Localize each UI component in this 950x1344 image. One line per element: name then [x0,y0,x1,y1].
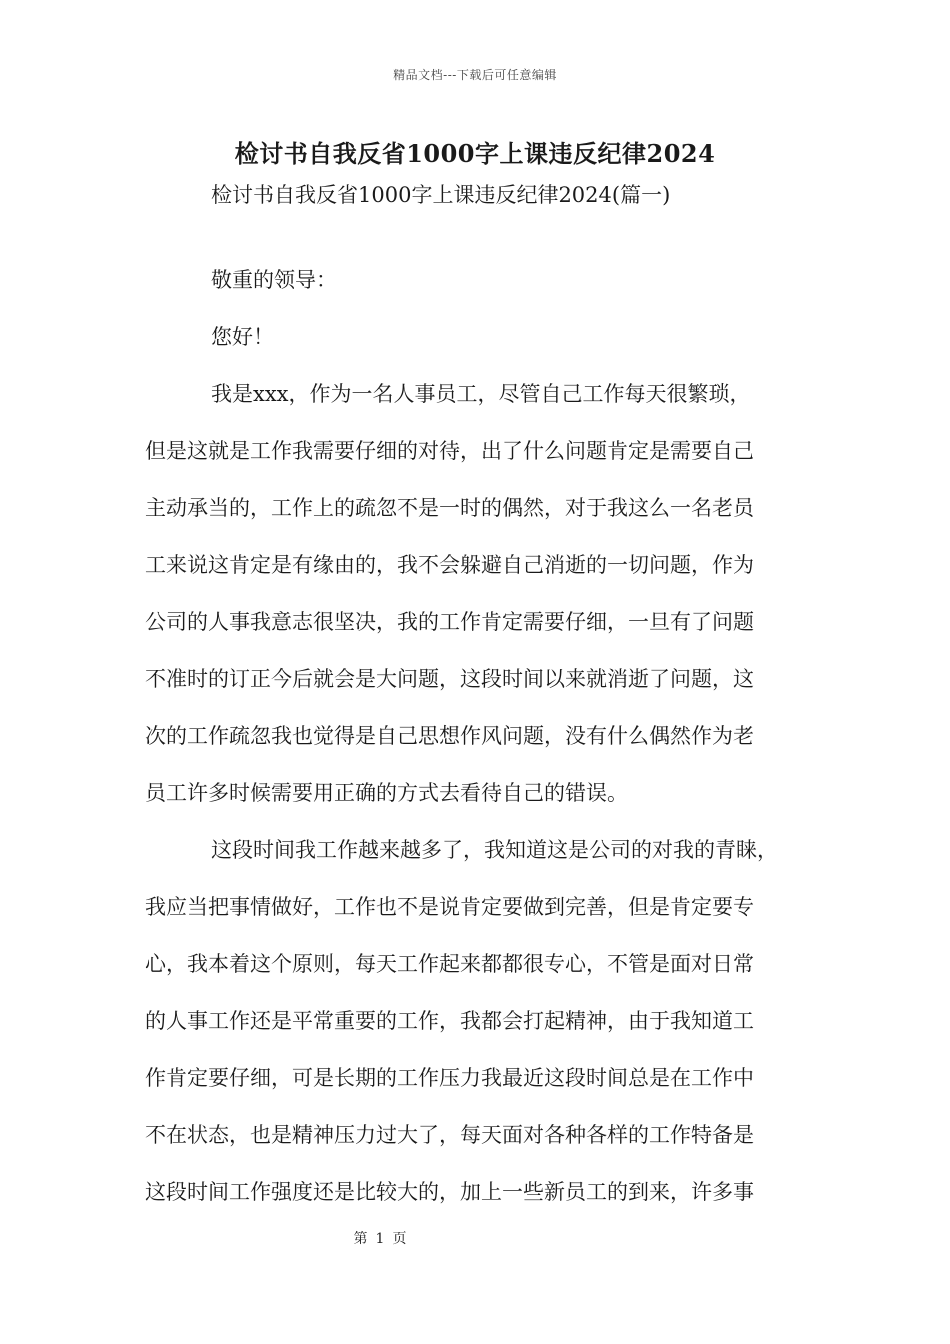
footer-suffix: 页 [392,1231,407,1247]
page-number: 1 [375,1231,385,1247]
paragraph-line: 公司的人事我意志很坚决，我的工作肯定需要仔细，一旦有了问题 [145,610,754,634]
paragraph-line: 员工许多时候需要用正确的方式去看待自己的错误。 [145,781,628,805]
paragraph-line: 的人事工作还是平常重要的工作，我都会打起精神，由于我知道工 [145,1009,754,1033]
paragraph-line: 次的工作疏忽我也觉得是自己思想作风问题，没有什么偶然作为老 [145,724,754,748]
paragraph-line: 我应当把事情做好，工作也不是说肯定要做到完善，但是肯定要专 [145,895,754,919]
paragraph-line: 这段时间我工作越来越多了，我知道这是公司的对我的青睐， [211,838,778,862]
paragraph-line: 工来说这肯定是有缘由的，我不会躲避自己消逝的一切问题，作为 [145,553,754,577]
paragraph-line: 作肯定要仔细，可是长期的工作压力我最近这段时间总是在工作中 [145,1066,754,1090]
paragraph-line: 但是这就是工作我需要仔细的对待，出了什么问题肯定是需要自己 [145,439,754,463]
salutation: 敬重的领导： [211,268,337,292]
document-title: 检讨书自我反省1000字上课违反纪律2024 [234,139,716,168]
paragraph-line: 不准时的订正今后就会是大问题，这段时间以来就消逝了问题，这 [145,667,754,691]
header-note: 精品文档---下载后可任意编辑 [393,68,557,82]
paragraph-line: 主动承当的，工作上的疏忽不是一时的偶然，对于我这么一名老员 [145,496,754,520]
footer-prefix: 第 [353,1231,368,1247]
page-footer [0,1228,760,1248]
greeting: 您好！ [211,325,274,349]
paragraph-line: 心，我本着这个原则，每天工作起来都都很专心，不管是面对日常 [145,952,754,976]
paragraph-line: 不在状态，也是精神压力过大了，每天面对各种各样的工作特备是 [145,1123,754,1147]
paragraph-line: 这段时间工作强度还是比较大的，加上一些新员工的到来，许多事 [145,1180,754,1204]
document-subtitle: 检讨书自我反省1000字上课违反纪律2024(篇一) [211,183,671,207]
paragraph-line: 我是xxx，作为一名人事员工，尽管自己工作每天很繁琐， [211,382,751,406]
